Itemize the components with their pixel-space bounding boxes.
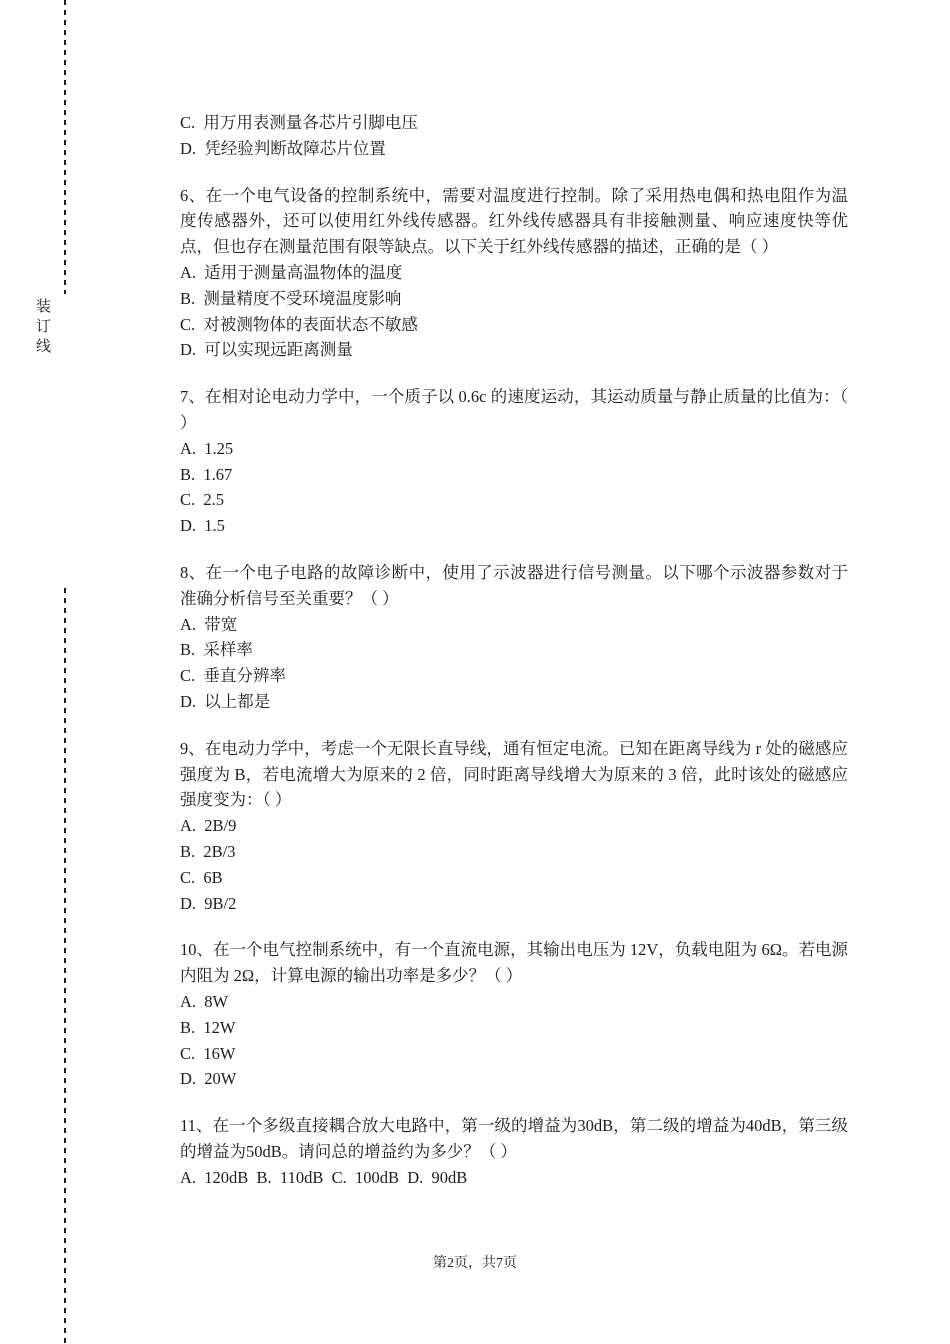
question-stem: 7、在相对论电动力学中，一个质子以 0.6c 的速度运动，其运动质量与静止质量的比值为：（ ） — [180, 387, 853, 432]
page-footer: 第2页，共7页 — [433, 1256, 517, 1271]
carryover-options — [180, 110, 848, 162]
option-line: D. 凭经验判断故障芯片位置 — [180, 138, 386, 158]
option-line: D. 20W — [180, 1069, 237, 1089]
option-line: A. 1.25 — [180, 438, 234, 458]
binding-dashed-line-top — [64, 0, 66, 294]
option-line: A. 带宽 — [180, 614, 238, 634]
option-line: C. 用万用表测量各芯片引脚电压 — [180, 113, 418, 132]
question-block — [180, 183, 848, 364]
question-stem: 11、在一个多级直接耦合放大电路中，第一级的增益为30dB，第二级的增益为40dB，第三级的增益为50dB。请问总的增益约为多少？（ ） — [180, 1116, 848, 1161]
option-line: B. 1.67 — [180, 464, 233, 484]
question-list — [180, 183, 853, 1191]
option-line: B. 测量精度不受环境温度影响 — [180, 288, 402, 308]
option-line: C. 16W — [180, 1043, 236, 1063]
option-line: A. 2B/9 — [180, 816, 237, 836]
option-line: D. 9B/2 — [180, 893, 237, 913]
question-block — [180, 1113, 848, 1190]
option-line: B. 采样率 — [180, 640, 253, 660]
option-line: D. 可以实现远距离测量 — [180, 340, 353, 360]
question-stem: 6、在一个电气设备的控制系统中，需要对温度进行控制。除了采用热电偶和热电阻作为温度传感器外，还可以使用红外线传感器。红外线传感器具有非接触测量、响应速度快等优点，但也存在测量范围有限等缺点。以下关于红外线传感器的描述，正确的是（ ） — [180, 185, 848, 257]
question-stem: 10、在一个电气控制系统中，有一个直流电源，其输出电压为 12V，负载电阻为 6Ω。若电源内阻为 2Ω，计算电源的输出功率是多少？（ ） — [180, 940, 848, 986]
exam-content — [180, 110, 853, 1190]
question-stem: 9、在电动力学中，考虑一个无限长直导线，通有恒定电流。已知在距离导线为 r 处的磁感应强度为 B，若电流增大为原来的 2 倍，同时距离导线增大为原来的 3 倍，此时该处的磁感应强度变为：（ ） — [180, 738, 848, 810]
question-block — [180, 736, 848, 917]
option-line: D. 以上都是 — [180, 691, 271, 711]
option-line: C. 6B — [180, 867, 223, 887]
binding-dashed-line-bottom — [64, 588, 66, 1344]
option-line: D. 1.5 — [180, 516, 225, 536]
question-block — [180, 384, 853, 539]
question-stem: 8、在一个电子电路的故障诊断中，使用了示波器进行信号测量。以下哪个示波器参数对于准确分析信号至关重要？（ ） — [180, 562, 848, 608]
option-line: B. 12W — [180, 1017, 236, 1037]
question-block — [180, 937, 848, 1092]
option-line: C. 对被测物体的表面状态不敏感 — [180, 314, 418, 334]
question-block — [180, 560, 848, 715]
option-line: C. 垂直分辨率 — [180, 666, 286, 686]
option-line: A. 8W — [180, 991, 229, 1011]
binding-line-label: 装订线 — [34, 298, 50, 358]
option-line: A. 120dB B. 110dB C. 100dB D. 90dB — [180, 1167, 468, 1187]
option-line: A. 适用于测量高温物体的温度 — [180, 262, 403, 282]
option-line: B. 2B/3 — [180, 841, 236, 861]
option-line: C. 2.5 — [180, 490, 225, 510]
